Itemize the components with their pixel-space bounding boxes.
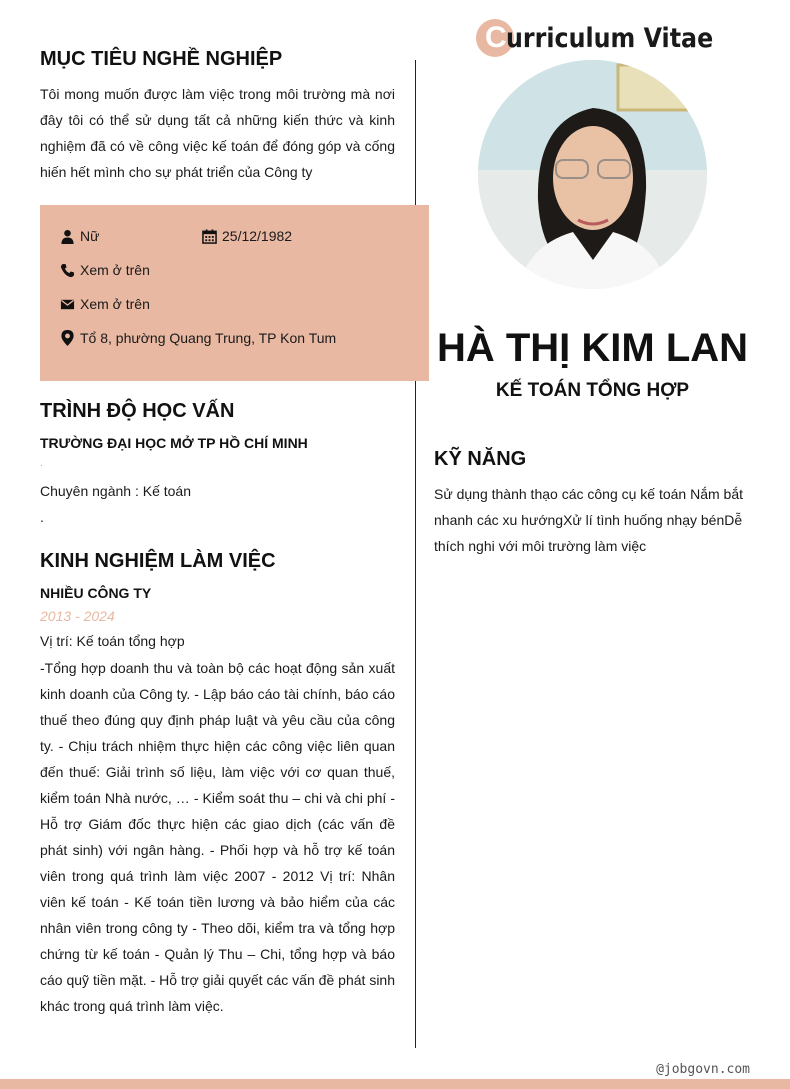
objective-title: MỤC TIÊU NGHỀ NGHIỆP xyxy=(40,48,283,70)
birthday-value: 25/12/1982 xyxy=(222,228,293,244)
cv-logo-letter: C xyxy=(485,21,507,54)
school-name: TRƯỜNG ĐẠI HỌC MỞ TP HỒ CHÍ MINH xyxy=(40,435,308,451)
experience-description: -Tổng hợp doanh thu và toàn bộ các hoạt động sản xuất kinh doanh của Công ty. - Lập báo cáo tài chính, báo cáo thuế theo đúng quy định pháp luật và yêu cầu của công ty. - Chịu trách nhiệm thực hiện các công việc liên quan đến thuế: Giải trình số liệu, làm việc với cơ quan thuế, kiểm toán Nhà nước, … - Kiểm soát thu – chi và chi phí - Hỗ trợ Giám đốc thực hiện các giao dịch (các vấn đề phát sinh) với ngân hàng. - Phối hợp và hỗ trợ kế toán viên trong quá trình làm việc 2007 - 2012 Vị trí: Nhân viên kế toán - Kế toán tiền lương và bảo hiểm của các nhân viên trong công ty - Theo dõi, kiểm tra và tổng hợp chứng từ kế toán - Quản lý Thu – Chi, tổng hợp và báo cáo quỹ tiền mặt. - Hỗ trợ giải quyết các vấn đề phát sinh khác trong quá trình làm việc. xyxy=(40,660,395,1014)
phone-icon xyxy=(60,263,75,278)
objective-text: Tôi mong muốn được làm việc trong môi trường mà nơi đây tôi có thể sử dụng tất cả những kiến thức và kinh nghiệm đã có về công việc kế toán để đóng góp và cống hiến hết mình cho sự phát triển của Công ty xyxy=(40,86,395,180)
skills-text: Sử dụng thành thạo các công cụ kế toán Nắm bắt nhanh các xu hướngXử lí tình huống nhạy bénDễ thích nghi với môi trường làm việc xyxy=(434,486,744,554)
birthday-item xyxy=(202,228,292,244)
location-pin-icon xyxy=(60,329,75,347)
gender-item xyxy=(60,228,99,244)
experience-period: 2013 - 2024 xyxy=(40,608,115,624)
email-item xyxy=(60,296,150,312)
address-value: Tổ 8, phường Quang Trung, TP Kon Tum xyxy=(80,330,337,346)
profile-photo-illustration xyxy=(478,60,707,289)
skills-title: KỸ NĂNG xyxy=(434,448,527,470)
address-item xyxy=(60,329,336,347)
phone-item xyxy=(60,262,150,278)
experience-title: KINH NGHIỆM LÀM VIỆC xyxy=(40,550,276,572)
bottom-accent-bar xyxy=(0,1079,790,1089)
profile-photo xyxy=(478,60,707,289)
full-name: HÀ THỊ KIM LAN xyxy=(436,326,749,370)
contact-info-box xyxy=(40,205,429,381)
calendar-icon xyxy=(202,229,217,244)
email-icon xyxy=(60,297,75,312)
cv-logo-text: urriculum Vitae xyxy=(506,22,714,54)
education-dot-2: . xyxy=(40,509,44,525)
email-value: Xem ở trên xyxy=(80,296,150,312)
company-name: NHIỀU CÔNG TY xyxy=(40,585,152,601)
education-major: Chuyên ngành : Kế toán xyxy=(40,483,192,499)
education-title: TRÌNH ĐỘ HỌC VẤN xyxy=(40,400,235,422)
education-dot-1: . xyxy=(40,458,43,469)
watermark: @jobgovn.com xyxy=(656,1062,750,1077)
job-title: KẾ TOÁN TỔNG HỢP xyxy=(495,380,690,401)
person-icon xyxy=(60,229,75,244)
gender-value: Nữ xyxy=(80,228,100,244)
phone-value: Xem ở trên xyxy=(80,262,150,278)
experience-position: Vị trí: Kế toán tổng hợp xyxy=(40,633,185,649)
cv-logo xyxy=(476,18,741,58)
